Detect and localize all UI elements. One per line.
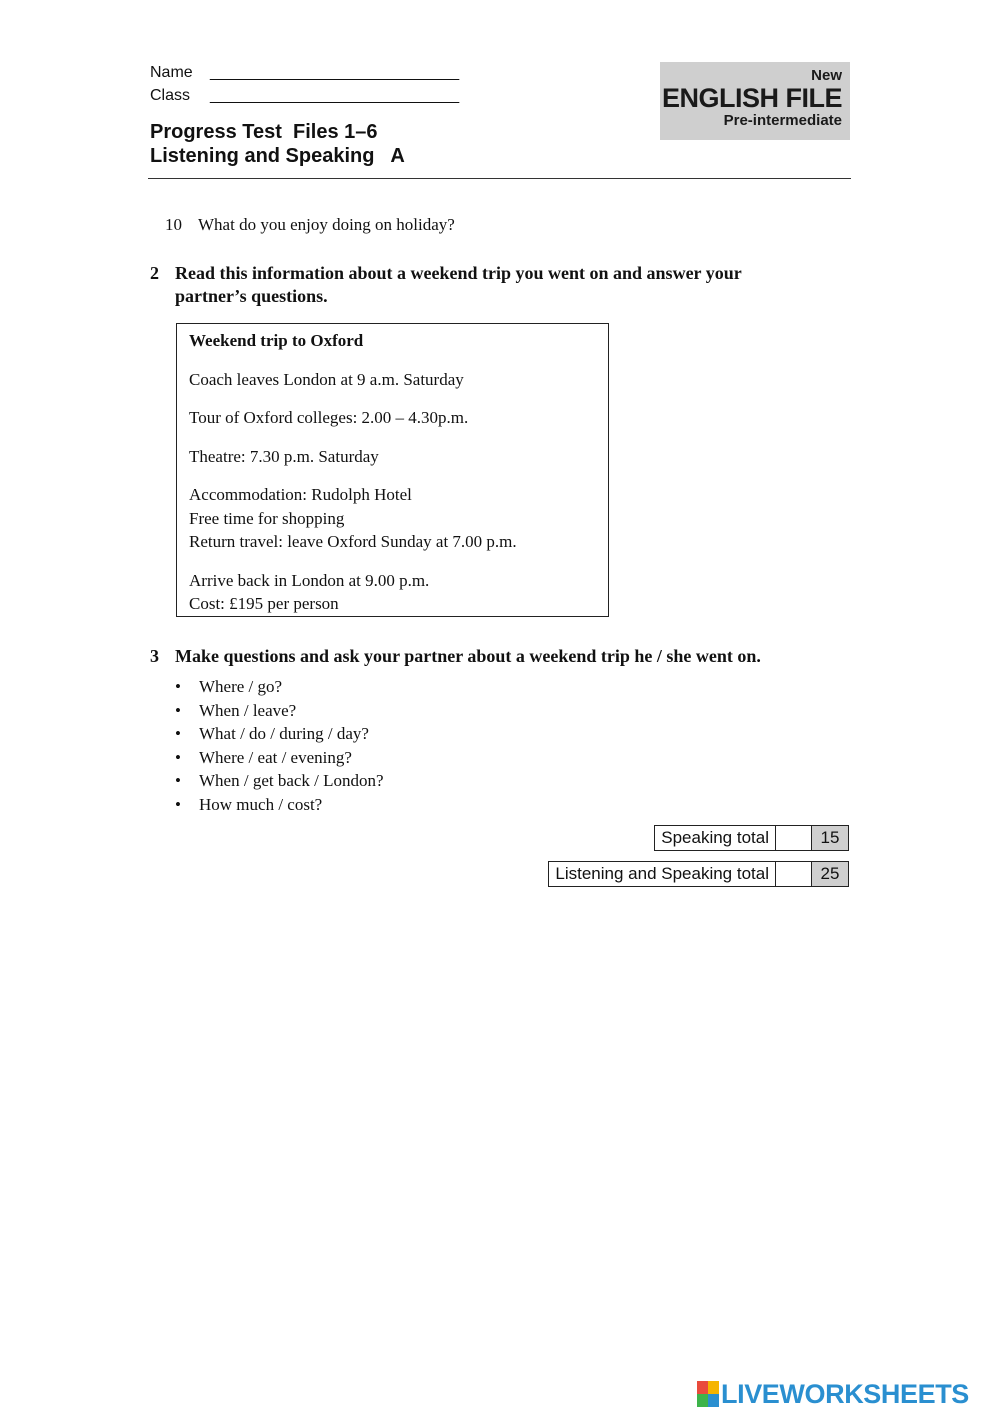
question-prompts-list <box>175 675 384 817</box>
trip-info-box <box>176 323 609 617</box>
trip-title: Weekend trip to Oxford <box>189 331 364 350</box>
question-10-text: What do you enjoy doing on holiday? <box>198 215 455 234</box>
test-title <box>150 120 405 168</box>
listening-speaking-total-max: 25 <box>812 861 849 887</box>
english-file-logo <box>660 62 850 140</box>
header-divider <box>148 178 851 179</box>
section-3-number: 3 <box>150 646 159 666</box>
trip-free-time: Free time for shopping <box>189 508 345 528</box>
class-blank-line[interactable]: ____________________________ <box>210 87 460 104</box>
trip-tour: Tour of Oxford colleges: 2.00 – 4.30p.m. <box>189 408 469 427</box>
section-3-instruction: Make questions and ask your partner about a weekend trip he / she went on. <box>175 646 761 666</box>
liveworksheets-logo[interactable] <box>697 1376 969 1412</box>
test-title-line2: Listening and Speaking A <box>150 145 405 167</box>
trip-cost: Cost: £195 per person <box>189 594 339 613</box>
test-title-line1: Progress Test Files 1–6 <box>150 121 378 143</box>
list-item: • When / leave? <box>175 699 384 723</box>
section-2-number: 2 <box>150 263 159 283</box>
liveworksheets-icon <box>697 1381 719 1407</box>
question-10-number: 10 <box>165 215 182 234</box>
logo-line2: ENGLISH FILE <box>661 83 842 113</box>
icon-square-blue <box>708 1394 719 1407</box>
list-item: • When / get back / London? <box>175 769 384 793</box>
section-2-line2: partner’s questions. <box>175 286 328 306</box>
icon-square-green <box>697 1394 708 1407</box>
section-2-instruction <box>175 262 855 308</box>
logo-line3: Pre-intermediate <box>723 112 842 129</box>
trip-arrive: Arrive back in London at 9.00 p.m. <box>189 570 430 590</box>
listening-speaking-score-input[interactable] <box>776 861 812 887</box>
class-label: Class <box>150 87 191 104</box>
speaking-score-input[interactable] <box>776 825 812 851</box>
speaking-total-label: Speaking total <box>654 825 776 851</box>
list-item: • Where / go? <box>175 675 384 699</box>
name-label: Name <box>150 64 193 81</box>
list-item: • What / do / during / day? <box>175 722 384 746</box>
logo-line1: New <box>811 67 842 84</box>
list-item: • Where / eat / evening? <box>175 746 384 770</box>
liveworksheets-wordmark: LIVEWORKSHEETS <box>721 1378 969 1409</box>
listening-speaking-total-label: Listening and Speaking total <box>548 861 776 887</box>
speaking-total-box <box>654 825 849 851</box>
section-2-line1: Read this information about a weekend trip you went on and answer your <box>175 263 742 283</box>
name-blank-line[interactable]: ____________________________ <box>210 64 460 81</box>
listening-speaking-total-box <box>548 861 849 887</box>
speaking-total-max: 15 <box>812 825 849 851</box>
list-item: • How much / cost? <box>175 793 384 817</box>
trip-accommodation: Accommodation: Rudolph Hotel <box>189 485 412 504</box>
trip-theatre: Theatre: 7.30 p.m. Saturday <box>189 446 379 466</box>
icon-square-red <box>697 1381 708 1394</box>
icon-square-yellow <box>708 1381 719 1394</box>
trip-coach: Coach leaves London at 9 a.m. Saturday <box>189 369 464 389</box>
trip-return: Return travel: leave Oxford Sunday at 7.00 p.m. <box>189 532 517 551</box>
